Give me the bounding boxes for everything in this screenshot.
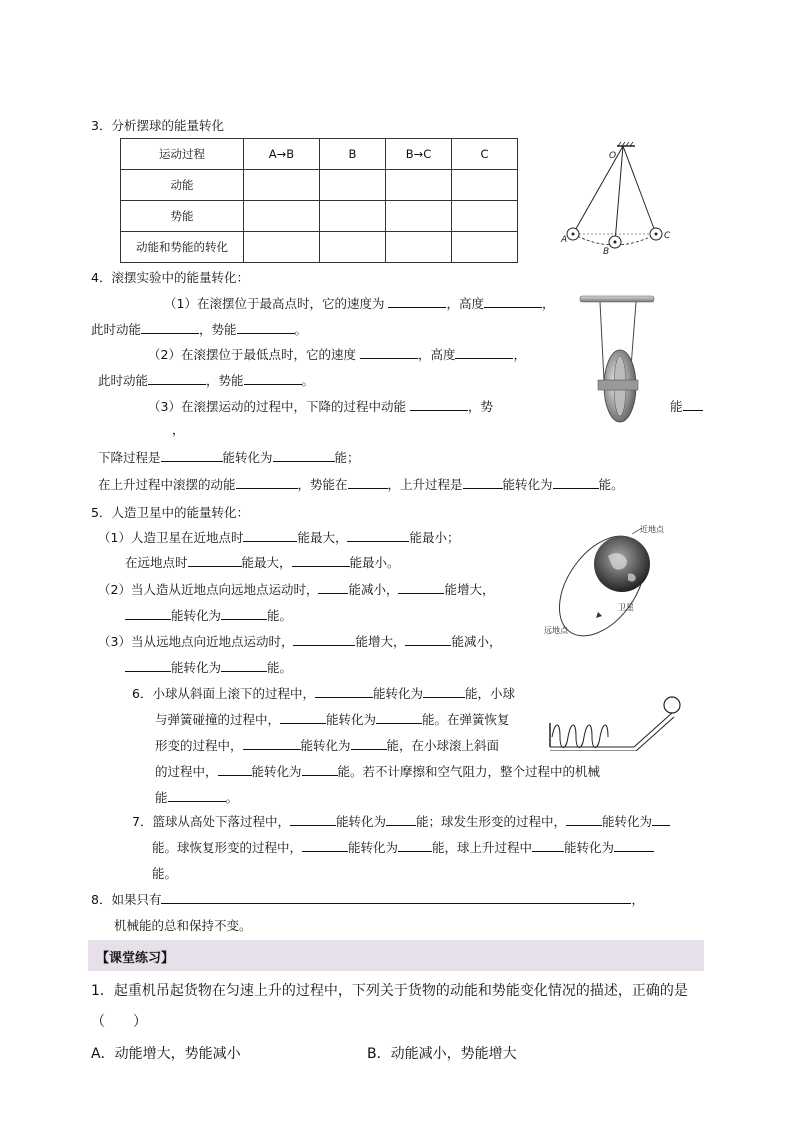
blank[interactable] [302, 838, 348, 852]
text: ，势能在 [297, 477, 348, 492]
text: ，势 [467, 399, 493, 414]
table-cell-blank[interactable] [244, 170, 320, 201]
blank[interactable] [280, 710, 326, 724]
blank[interactable] [221, 606, 267, 620]
text: 能。在弹簧恢复 [422, 712, 510, 727]
label-b: B [603, 247, 610, 257]
text: 6．小球从斜面上滚下的过程中， [132, 686, 315, 701]
table-cell-blank[interactable] [320, 232, 386, 263]
label-far-point: 远地点 [544, 626, 568, 635]
maxwell-wheel-figure [578, 292, 656, 430]
s4-line-4 [98, 448, 360, 466]
blank[interactable] [423, 684, 465, 698]
s4-line-1 [164, 294, 554, 312]
s5-line-3 [98, 580, 495, 598]
blank[interactable] [614, 838, 654, 852]
s8-line-2: 机械能的总和保持不变。 [114, 918, 252, 933]
table-cell-blank[interactable] [452, 201, 518, 232]
s4-line-2 [148, 345, 526, 363]
text: 8．如果只有 [91, 892, 162, 907]
text: 能，小球 [464, 686, 515, 701]
s8-line-1 [91, 890, 644, 908]
text: 能； [334, 450, 360, 465]
label-a: A [561, 235, 568, 245]
text: 能 [670, 399, 683, 414]
table-header-cell: B→C [386, 139, 452, 170]
blank[interactable] [218, 762, 252, 776]
blank[interactable] [168, 788, 226, 802]
table-header-row [121, 139, 518, 170]
table-cell-blank[interactable] [320, 170, 386, 201]
table-header-cell: C [452, 139, 518, 170]
s5-line-6 [125, 658, 292, 676]
s6-line-4 [155, 762, 600, 780]
text: 能最大， [241, 555, 292, 570]
section-5-title: 5．人造卫星中的能量转化： [91, 505, 249, 520]
text: 能转化为 [564, 840, 615, 855]
text: 能最小； [409, 530, 460, 545]
blank[interactable] [302, 762, 338, 776]
blank[interactable] [161, 890, 631, 904]
text: 能转化为 [502, 477, 553, 492]
blank[interactable] [292, 553, 350, 567]
blank[interactable] [351, 736, 387, 750]
blank[interactable] [410, 397, 468, 411]
text: 能转化为 [171, 660, 222, 675]
blank[interactable] [532, 838, 564, 852]
blank[interactable] [376, 710, 422, 724]
text: 。 [301, 373, 315, 388]
text: 能最小。 [349, 555, 400, 570]
blank[interactable] [652, 812, 670, 826]
text: 能转化为 [300, 738, 351, 753]
text: 的过程中， [155, 764, 218, 779]
blank[interactable] [290, 812, 336, 826]
blank[interactable] [243, 528, 297, 542]
text: （1）在滚摆位于最高点时，它的速度为 [164, 296, 385, 311]
blank[interactable] [236, 475, 298, 489]
text: 能转化为 [251, 764, 302, 779]
s5-line-2 [125, 553, 400, 571]
text: 能转化为 [326, 712, 377, 727]
text: ，势能 [199, 322, 237, 337]
text: 能。 [598, 477, 624, 492]
text: 能减小， [451, 634, 502, 649]
section-3-title: 3．分析摆球的能量转化 [91, 118, 224, 133]
blank[interactable] [683, 397, 703, 411]
spring-slope-figure [548, 695, 688, 751]
text: 7．篮球从高处下落过程中， [132, 814, 290, 829]
text: 。 [225, 790, 239, 805]
text: ，上升过程是 [387, 477, 463, 492]
blank[interactable] [188, 553, 242, 567]
text: 能转化为 [348, 840, 399, 855]
table-cell-blank[interactable] [320, 201, 386, 232]
text: 与弹簧碰撞的过程中， [155, 712, 281, 727]
text: ， [513, 347, 526, 362]
table-header-cell: B [320, 139, 386, 170]
pendulum-figure [555, 138, 685, 258]
s4-line-1b [91, 320, 307, 338]
s4-line-2b [98, 371, 314, 389]
text: 能。 [267, 660, 293, 675]
blank[interactable] [455, 345, 513, 359]
text: （3）在滚摆运动的过程中，下降的过程中动能 [148, 399, 406, 414]
text: 。 [294, 322, 308, 337]
s4-line-3 [148, 397, 493, 415]
table-row [121, 170, 518, 201]
blank[interactable] [237, 320, 295, 334]
table-cell-blank[interactable] [244, 232, 320, 263]
text: 形变的过程中， [155, 738, 243, 753]
text: 能。 [267, 608, 293, 623]
text: （1）人造卫星在近地点时 [98, 530, 244, 545]
question-1: 1．起重机吊起货物在匀速上升的过程中，下列关于货物的动能和势能变化情况的描述，正确的是 [91, 983, 688, 999]
table-row [121, 201, 518, 232]
blank[interactable] [347, 528, 409, 542]
text: 能。球恢复形变的过程中， [152, 840, 303, 855]
text: 此时动能 [98, 373, 149, 388]
text: 能转化为 [171, 608, 222, 623]
blank[interactable] [273, 448, 335, 462]
text: 能，球上升过程中 [432, 840, 533, 855]
text: 能 [155, 790, 168, 805]
table-row-label: 势能 [121, 201, 244, 232]
text: 能转化为 [602, 814, 653, 829]
label-satellite: 卫星 [618, 603, 634, 612]
option-b[interactable]: B．动能减小，势能增大 [367, 1046, 517, 1062]
question-1-paren: （ ） [91, 1014, 147, 1030]
blank[interactable] [244, 371, 302, 385]
s5-line-5 [98, 632, 502, 650]
s7-line-1 [132, 812, 670, 830]
table-cell-blank[interactable] [386, 170, 452, 201]
practice-header: 【课堂练习】 [96, 951, 175, 966]
blank[interactable] [484, 294, 542, 308]
option-a[interactable]: A．动能增大，势能减小 [91, 1046, 241, 1062]
table-row-label: 动能和势能的转化 [121, 232, 244, 263]
table-cell-blank[interactable] [244, 201, 320, 232]
s7-line-2 [152, 838, 654, 856]
text: （3）当从远地点向近地点运动时， [98, 634, 294, 649]
text: 能减小， [348, 582, 399, 597]
text: 在远地点时 [125, 555, 188, 570]
text: 能最大， [297, 530, 348, 545]
table-header-cell: 运动过程 [121, 139, 244, 170]
blank[interactable] [405, 632, 451, 646]
s7-line-3: 能。 [152, 866, 178, 881]
s6-line-1 [132, 684, 515, 702]
blank[interactable] [125, 606, 171, 620]
table-header-cell: A→B [244, 139, 320, 170]
table-cell-blank[interactable] [386, 201, 452, 232]
text: 能转化为 [335, 814, 386, 829]
blank[interactable] [566, 812, 602, 826]
blank[interactable] [293, 632, 355, 646]
text: 能，在小球滚上斜面 [386, 738, 500, 753]
text: 能；球发生形变的过程中， [415, 814, 566, 829]
s4-line-5 [98, 475, 624, 493]
table-cell-blank[interactable] [452, 232, 518, 263]
blank[interactable] [386, 812, 416, 826]
text: ， [541, 296, 555, 311]
text: 此时动能 [91, 322, 142, 337]
blank[interactable] [348, 475, 388, 489]
text: ，高度 [417, 347, 456, 362]
blank[interactable] [553, 475, 599, 489]
blank[interactable] [398, 838, 432, 852]
s5-line-1 [98, 528, 460, 546]
text: ， [631, 892, 644, 907]
text: 能转化为 [222, 450, 273, 465]
blank[interactable] [161, 448, 223, 462]
satellite-orbit-figure [540, 520, 680, 640]
text: 下降过程是 [98, 450, 161, 465]
s6-line-2 [155, 710, 510, 728]
label-c: C [664, 231, 671, 241]
blank[interactable] [360, 345, 418, 359]
s5-line-4 [125, 606, 292, 624]
s6-line-3 [155, 736, 499, 754]
label-near-point: 近地点 [640, 525, 664, 534]
blank[interactable] [125, 658, 171, 672]
blank[interactable] [318, 580, 348, 594]
text: （2）当人造从近地点向远地点运动时， [98, 582, 319, 597]
blank[interactable] [398, 580, 444, 594]
energy-table [120, 138, 518, 263]
section-4-title: 4．滚摆实验中的能量转化： [91, 270, 249, 285]
blank[interactable] [463, 475, 503, 489]
blank[interactable] [388, 294, 446, 308]
blank[interactable] [221, 658, 267, 672]
text: 在上升过程中滚摆的动能 [98, 477, 236, 492]
table-row-label: 动能 [121, 170, 244, 201]
blank[interactable] [141, 320, 199, 334]
text: 能增大， [444, 582, 495, 597]
table-cell-blank[interactable] [386, 232, 452, 263]
label-o: O [609, 151, 617, 161]
text: 能转化为 [372, 686, 423, 701]
table-row [121, 232, 518, 263]
table-cell-blank[interactable] [452, 170, 518, 201]
text: ，势能 [206, 373, 244, 388]
text: 能增大， [355, 634, 406, 649]
text: ，高度 [446, 296, 484, 311]
text: 能。若不计摩擦和空气阻力，整个过程中的机械 [337, 764, 601, 779]
blank[interactable] [243, 736, 301, 750]
text: （2）在滚摆位于最低点时，它的速度 [148, 347, 356, 362]
practice-header-band [88, 940, 704, 971]
s4-line-3-end [670, 397, 703, 415]
s6-line-5 [155, 788, 238, 806]
blank[interactable] [148, 371, 206, 385]
s4-line-3-comma: ， [172, 422, 185, 437]
blank[interactable] [315, 684, 373, 698]
